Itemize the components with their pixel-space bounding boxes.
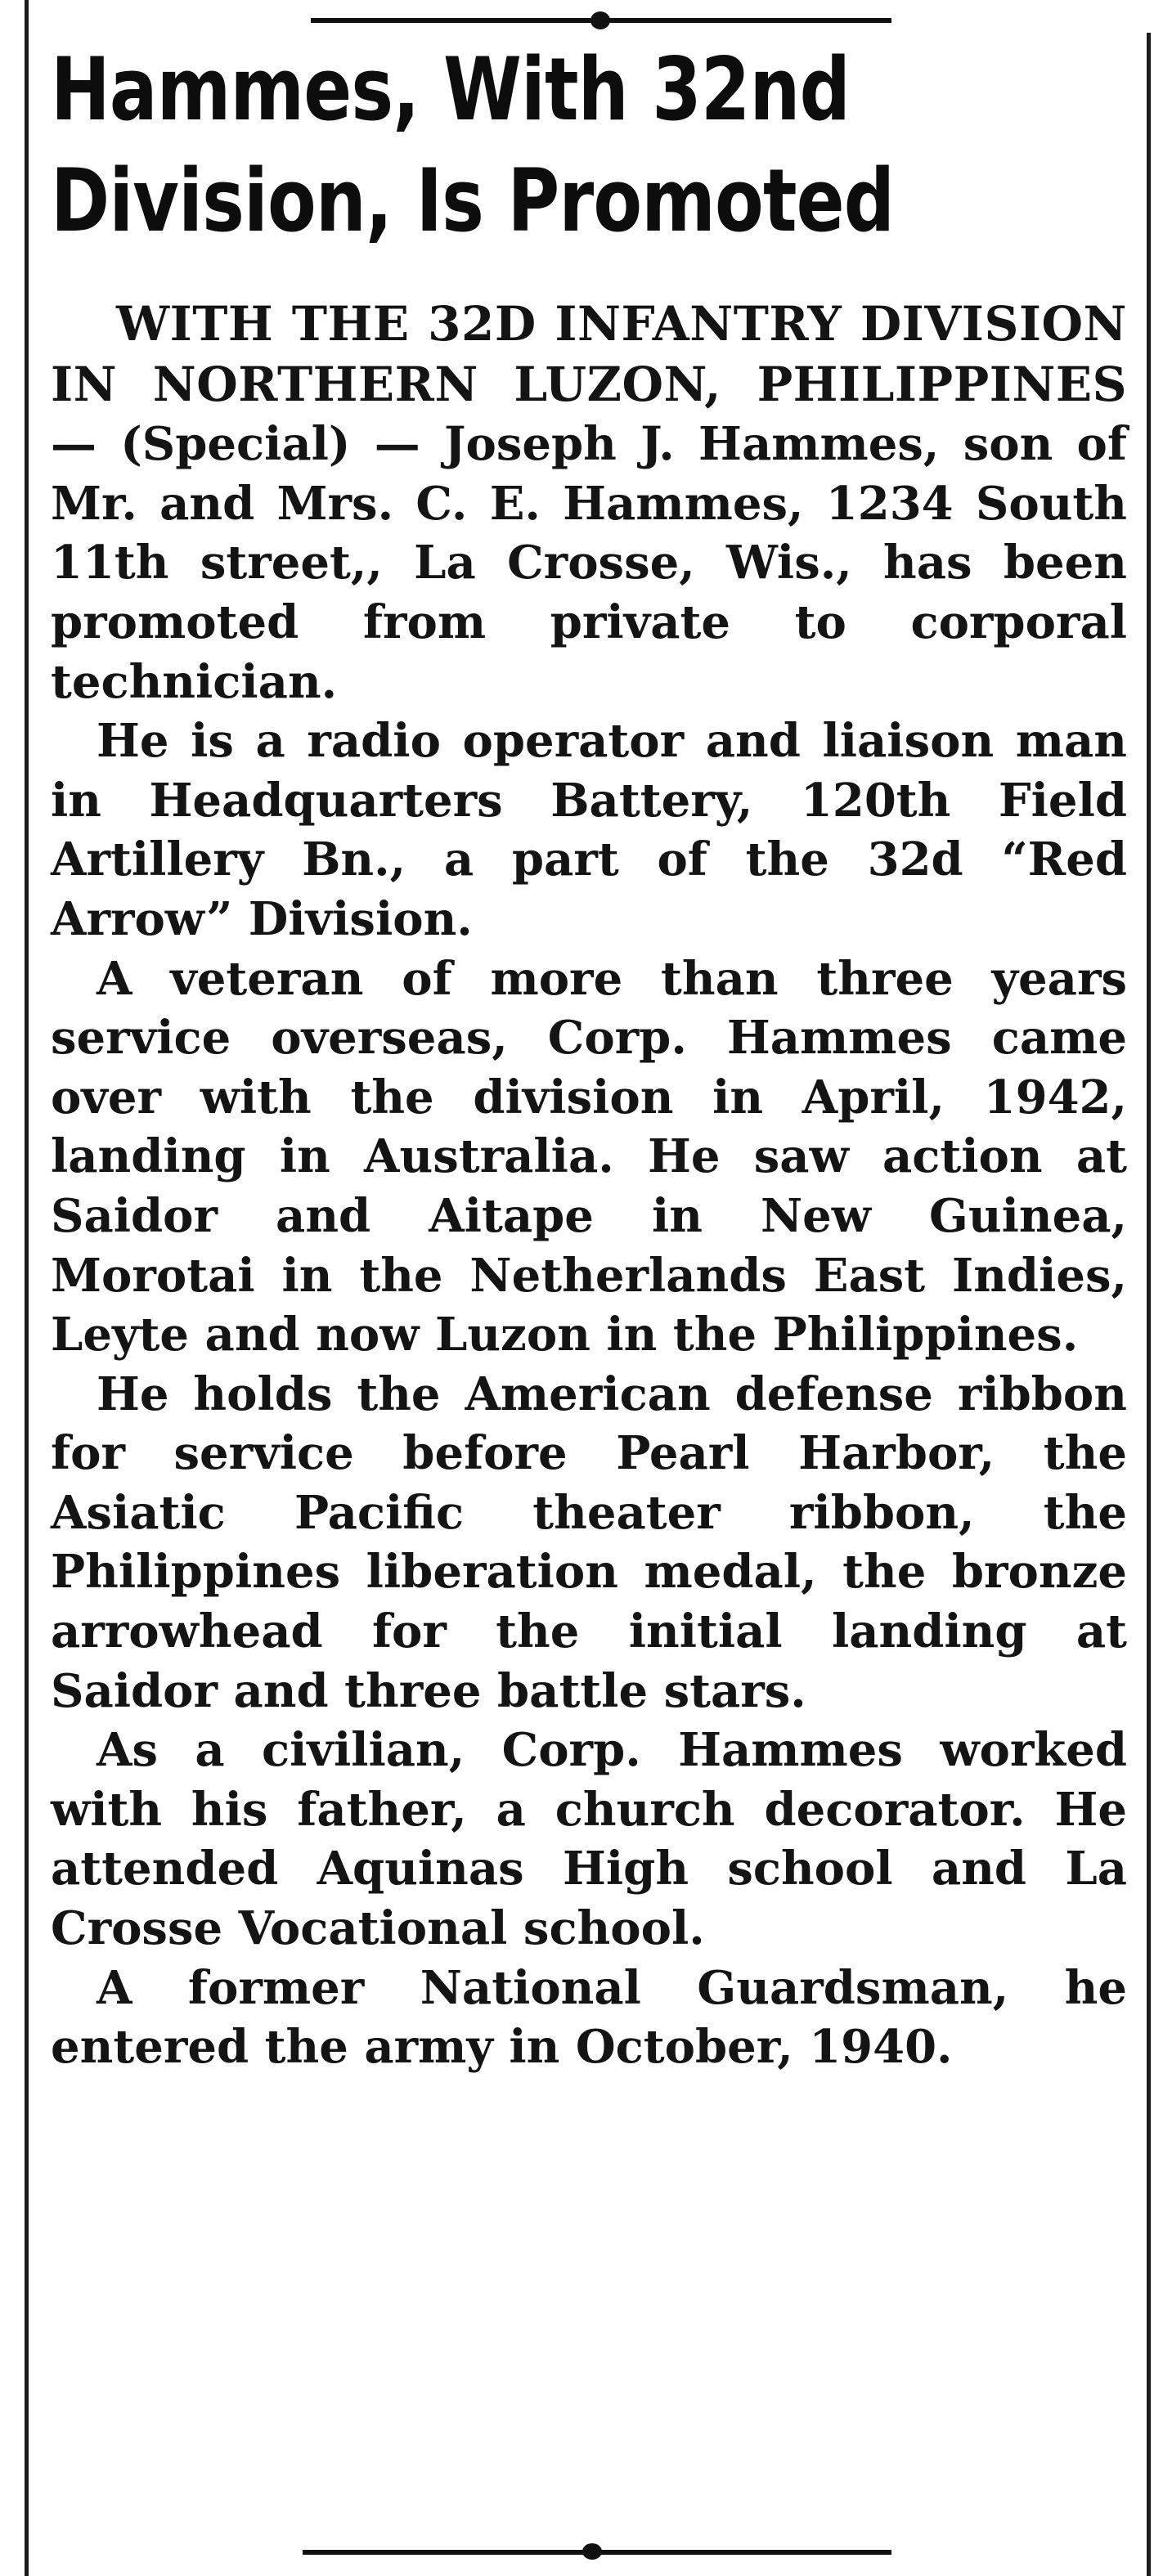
paragraph-6: A former National Guardsman, he entered the army in October, 1940. (51, 1960, 1127, 2075)
article-body (51, 294, 1127, 2077)
paragraph-3: A veteran of more than three years service overseas, Corp. Hammes came over with the division in April, 1942, landing in Australia. He saw action at Saidor and Aitape in New Guinea, Morotai in the Netherlands East Indies, Leyte and now Luzon in the Philippines. (51, 951, 1127, 1362)
paragraph-2: He is a radio operator and liaison man in Headquarters Battery, 120th Field Artillery Bn., a part of the 32d “Red Arrow” Division. (51, 714, 1127, 946)
headline-line-1: Hammes, With 32nd (51, 39, 850, 140)
column-rule-left (25, 0, 29, 2576)
headline (51, 34, 1130, 257)
paragraph-4: He holds the American defense ribbon for service before Pearl Harbor, the Asiatic Pacific theater ribbon, the Philippines liberation medal, the bronze arrowhead for the initial landing at Saidor and three battle stars. (51, 1367, 1127, 1718)
paragraph-1-text: — (Special) — Joseph J. Hammes, son of Mr. and Mrs. C. E. Hammes, 1234 South 11th street,, La Crosse, Wis., has been promoted from private to corporal technician. (51, 417, 1127, 709)
bottom-rule-ornament (582, 2543, 602, 2560)
paragraph-1 (51, 294, 1127, 711)
headline-line-2: Division, Is Promoted (51, 150, 895, 251)
dateline: WITH THE 32D INFANTRY DIVISION IN NORTHERN LUZON, PHILIPPINES (51, 296, 1127, 412)
paragraph-5: As a civilian, Corp. Hammes worked with his father, a church decorator. He attended Aquinas High school and La Crosse Vocational school. (51, 1723, 1127, 1956)
top-rule-ornament (590, 11, 610, 29)
column-rule-right (1147, 33, 1151, 2576)
